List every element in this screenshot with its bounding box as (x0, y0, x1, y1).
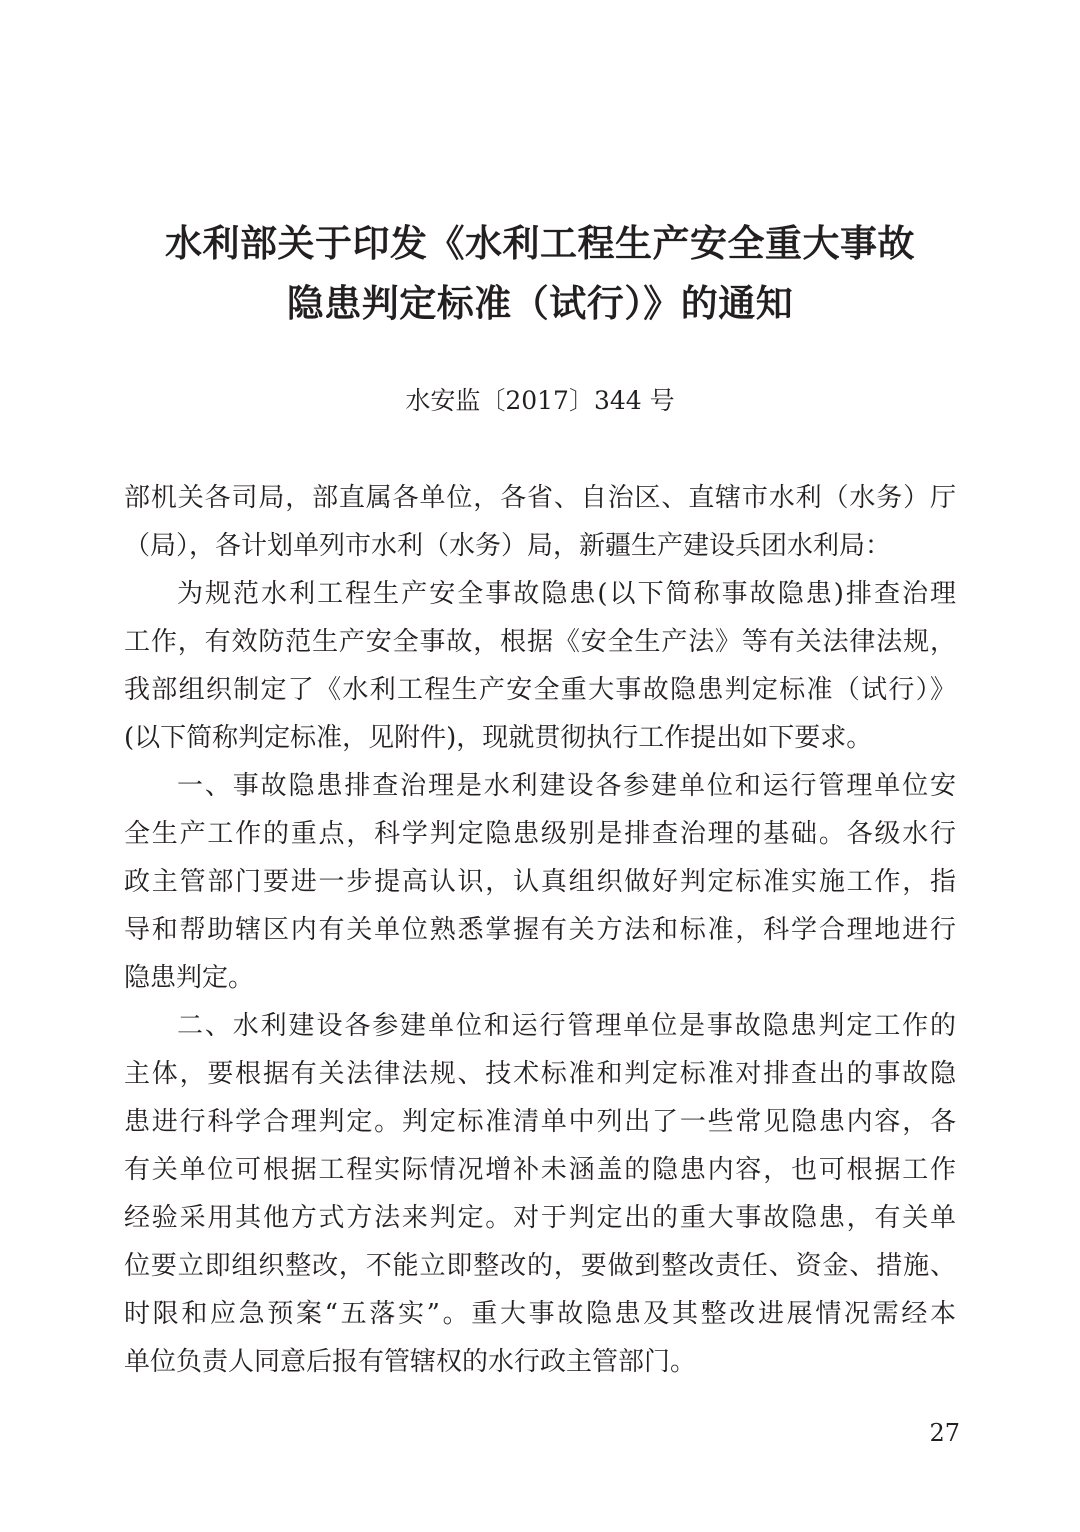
body-line: 全生产工作的重点，科学判定隐患级别是排查治理的基础。各级水行 (124, 819, 956, 849)
body-line: 单位负责人同意后报有管辖权的水行政主管部门。 (124, 1347, 697, 1377)
body-line: 我部组织制定了《水利工程生产安全重大事故隐患判定标准（试行）》 (124, 675, 956, 705)
body-line: （局），各计划单列市水利（水务）局，新疆生产建设兵团水利局： (124, 531, 892, 561)
document-title (0, 214, 1080, 334)
body-line: 导和帮助辖区内有关单位熟悉掌握有关方法和标准，科学合理地进行 (124, 915, 956, 945)
body-line: 患进行科学合理判定。判定标准清单中列出了一些常见隐患内容，各 (124, 1107, 956, 1137)
body-line: 政主管部门要进一步提高认识，认真组织做好判定标准实施工作，指 (124, 867, 956, 897)
body-line: 时限和应急预案“五落实”。重大事故隐患及其整改进展情况需经本 (124, 1299, 956, 1329)
body-line: 隐患判定。 (124, 963, 255, 993)
body-line: 经验采用其他方式方法来判定。对于判定出的重大事故隐患，有关单 (124, 1203, 956, 1233)
body-line: 二、水利建设各参建单位和运行管理单位是事故隐患判定工作的 (177, 1011, 956, 1041)
document-number: 水安监〔2017〕344 号 (405, 386, 675, 415)
page-number: 27 (929, 1419, 960, 1447)
body-line: (以下简称判定标准，见附件)，现就贯彻执行工作提出如下要求。 (124, 723, 873, 753)
body-line: 有关单位可根据工程实际情况增补未涵盖的隐患内容，也可根据工作 (124, 1155, 956, 1185)
body-line: 主体，要根据有关法律法规、技术标准和判定标准对排查出的事故隐 (124, 1059, 956, 1089)
document-body (124, 474, 956, 1386)
body-line: 为规范水利工程生产安全事故隐患(以下简称事故隐患)排查治理 (177, 579, 956, 609)
body-line: 位要立即组织整改，不能立即整改的，要做到整改责任、资金、措施、 (124, 1251, 956, 1281)
body-line: 部机关各司局，部直属各单位，各省、自治区、直辖市水利（水务）厅 (124, 483, 956, 513)
body-line: 一、事故隐患排查治理是水利建设各参建单位和运行管理单位安 (177, 771, 956, 801)
title-line: 水利部关于印发《水利工程生产安全重大事故 (165, 222, 915, 265)
title-line: 隐患判定标准（试行）》的通知 (286, 282, 794, 325)
body-line: 工作，有效防范生产安全事故，根据《安全生产法》等有关法律法规， (124, 627, 956, 657)
